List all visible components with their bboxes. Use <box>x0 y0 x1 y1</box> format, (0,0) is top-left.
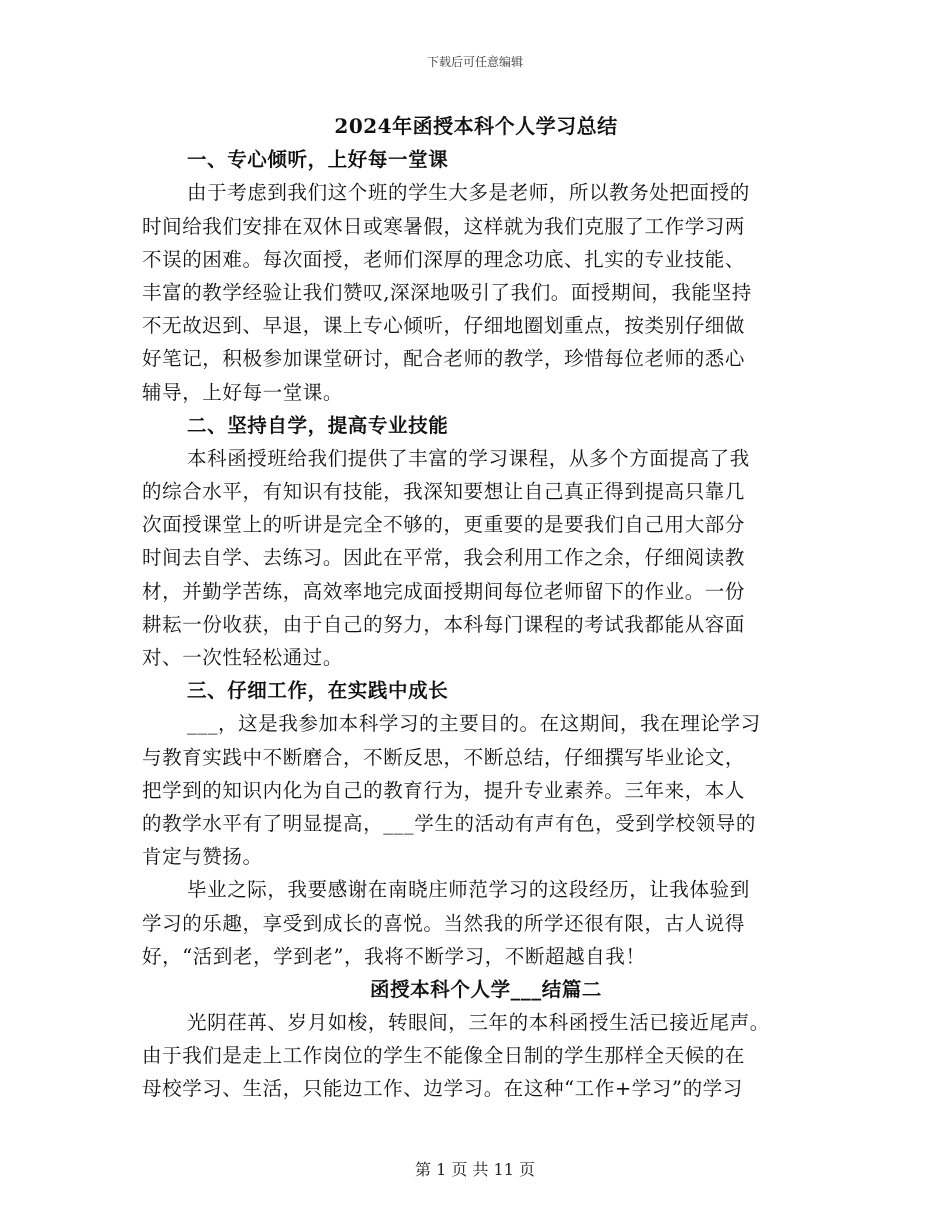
paragraph-line: 的综合水平，有知识有技能，我深知要想让自己真正得到提高只靠几 <box>142 480 746 504</box>
paragraph-line: 辅导，上好每一堂课。 <box>142 380 344 404</box>
paragraph-line: 的教学水平有了明显提高，___学生的活动有声有色，受到学校领导的 <box>142 811 756 835</box>
paragraph-line: 把学到的知识内化为自己的教育行为，提升专业素养。三年来，本人 <box>142 778 746 802</box>
paragraph-line: 母校学习、生活，只能边工作、边学习。在这种“工作+学习”的学习 <box>142 1077 743 1101</box>
paragraph-line: 对、一次性轻松通过。 <box>142 646 344 669</box>
paragraph-line: 时间给我们安排在双休日或寒暑假，这样就为我们克服了工作学习两 <box>142 214 746 238</box>
part-two-title: 函授本科个人学___结篇二 <box>369 977 603 1001</box>
paragraph-line: ___，这是我参加本科学习的主要目的。在这期间，我在理论学习 <box>187 712 761 736</box>
paragraph-line: 肯定与赞扬。 <box>142 845 263 869</box>
document-body <box>142 110 810 1106</box>
paragraph-line: 由于我们是走上工作岗位的学生不能像全日制的学生那样全天候的在 <box>142 1044 746 1068</box>
paragraph-line: 光阴荏苒、岁月如梭，转眼间，三年的本科函授生活已接近尾声。 <box>187 1011 770 1035</box>
page-header: 下载后可任意编辑 <box>426 55 523 69</box>
document-title: 2024年函授本科个人学习总结 <box>334 114 618 138</box>
section-heading: 三、仔细工作，在实践中成长 <box>187 679 449 703</box>
page-footer: 第 1 页 共 11 页 <box>415 1160 535 1179</box>
paragraph-line: 好笔记，积极参加课堂研讨，配合老师的教学，珍惜每位老师的悉心 <box>142 347 746 371</box>
paragraph-line: 材，并勤学苦练，高效率地完成面授期间每位老师留下的作业。一份 <box>142 579 746 603</box>
closing-line: 毕业之际，我要感谢在南晓庄师范学习的这段经历，让我体验到 <box>187 878 750 902</box>
paragraph-line: 次面授课堂上的听讲是完全不够的，更重要的是要我们自己用大部分 <box>142 513 746 537</box>
paragraph-line: 不无故迟到、早退，课上专心倾听，仔细地圈划重点，按类别仔细做 <box>142 314 746 338</box>
paragraph-line: 由于考虑到我们这个班的学生大多是老师，所以教务处把面授的 <box>187 181 750 205</box>
closing-line: 好，“活到老，学到老”，我将不断学习，不断超越自我！ <box>142 944 646 968</box>
paragraph-line: 本科函授班给我们提供了丰富的学习课程，从多个方面提高了我 <box>187 446 750 470</box>
paragraph-line: 丰富的教学经验让我们赞叹,深深地吸引了我们。面授期间，我能坚持 <box>142 280 752 304</box>
paragraph-line: 耕耘一份收获，由于自己的努力，本科每门课程的考试我都能从容面 <box>142 612 746 636</box>
closing-line: 学习的乐趣，享受到成长的喜悦。当然我的所学还很有限，古人说得 <box>142 911 746 935</box>
section-heading: 一、专心倾听，上好每一堂课 <box>187 148 449 172</box>
paragraph-line: 与教育实践中不断磨合，不断反思，不断总结，仔细撰写毕业论文， <box>142 745 746 769</box>
paragraph-line: 不误的困难。每次面授，老师们深厚的理念功底、扎实的专业技能、 <box>142 247 746 271</box>
section-heading: 二、坚持自学，提高专业技能 <box>187 413 449 437</box>
paragraph-line: 时间去自学、去练习。因此在平常，我会利用工作之余，仔细阅读教 <box>142 546 746 570</box>
